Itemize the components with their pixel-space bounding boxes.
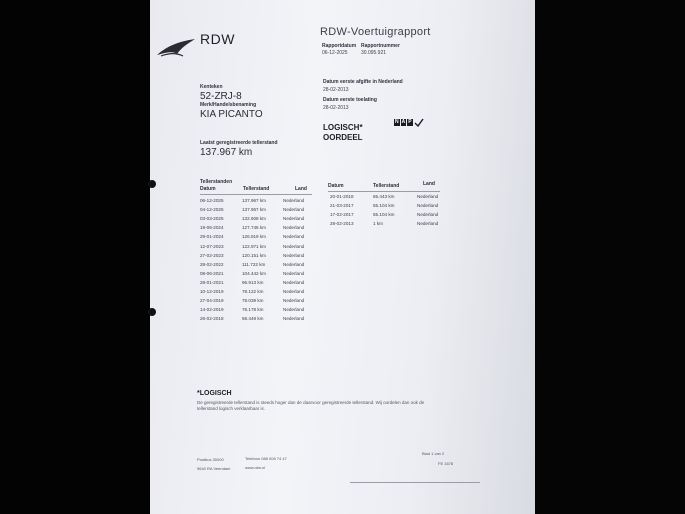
row-land: Nederland xyxy=(283,298,305,304)
footer-website: www.rdw.nl xyxy=(245,465,266,470)
row-datum: 26-02-2018 xyxy=(200,316,224,322)
rapportnummer-label: Rapportnummer xyxy=(361,43,400,49)
rapportdatum-value: 06-12-2025 xyxy=(322,50,348,56)
row-datum: 04-12-2025 xyxy=(200,207,224,213)
kenteken-label: Kenteken xyxy=(200,84,223,90)
row-land: Nederland xyxy=(417,212,439,217)
row-datum: 28-02-2013 xyxy=(330,221,354,226)
row-datum: 28-01-2021 xyxy=(200,279,224,285)
row-tellerstand: 104.442 km xyxy=(242,270,267,276)
verdict-line2: OORDEEL xyxy=(323,133,363,142)
row-tellerstand: 127.746 km xyxy=(242,225,267,231)
binder-hole-bottom xyxy=(148,308,156,316)
left-col-land: Land xyxy=(295,186,307,192)
binder-hole-top xyxy=(148,180,156,188)
footer-page: Blad 1 van 2 xyxy=(422,451,445,456)
row-land: Nederland xyxy=(417,221,439,226)
row-land: Nederland xyxy=(417,203,439,208)
verdict-line1: LOGISCH* xyxy=(323,123,363,132)
row-land: Nederland xyxy=(283,198,305,203)
row-land: Nederland xyxy=(283,225,305,231)
row-tellerstand: 137.967 km xyxy=(242,207,267,213)
tellerstand-label: Laatst geregistreerde tellerstand xyxy=(200,140,278,146)
footnote-title: *LOGISCH xyxy=(197,390,232,397)
row-land: Nederland xyxy=(283,243,305,249)
logo-text: RDW xyxy=(200,31,235,47)
row-land: Nederland xyxy=(283,261,305,267)
row-tellerstand: 55.104 km xyxy=(373,203,395,208)
rapportnummer-value: 30.095.921 xyxy=(361,50,387,56)
row-land: Nederland xyxy=(283,279,305,285)
row-tellerstand: 78.039 km xyxy=(242,298,264,304)
first-nl-label: Datum eerste afgifte in Nederland xyxy=(323,79,403,85)
row-land: Nederland xyxy=(283,252,305,258)
row-tellerstand: 137.967 km xyxy=(242,198,267,203)
table-section-title: Tellerstanden xyxy=(200,179,233,185)
background-right xyxy=(535,0,685,514)
row-tellerstand: 78.122 km xyxy=(242,289,264,294)
report-title: RDW-Voertuigrapport xyxy=(320,26,431,38)
row-tellerstand: 111.722 km xyxy=(242,261,266,267)
row-datum: 03-03-2025 xyxy=(200,216,224,222)
row-land: Nederland xyxy=(283,207,305,213)
row-datum: 19-06-2024 xyxy=(200,225,224,231)
kenteken-value: 52-ZRJ-8 xyxy=(200,91,242,102)
row-land: Nederland xyxy=(283,289,305,294)
row-datum: 12-07-2023 xyxy=(200,243,224,249)
footer-postbus: Postbus 30000 xyxy=(197,457,224,462)
row-datum: 17-02-2017 xyxy=(330,212,354,217)
row-datum: 06-12-2025 xyxy=(200,198,224,203)
right-col-datum: Datum xyxy=(328,183,344,189)
row-tellerstand: 1 km xyxy=(373,221,383,226)
nap-badge-n: N xyxy=(395,119,399,125)
first-admission-value: 28-02-2013 xyxy=(323,105,349,111)
row-tellerstand: 96.913 km xyxy=(242,279,264,285)
row-land: Nederland xyxy=(283,216,305,222)
rapportdatum-label: Rapportdatum xyxy=(322,43,357,49)
left-col-tellerstand: Tellerstand xyxy=(243,186,270,192)
footnote-text: De geregistreerde tellerstand is steeds hoger dan de daarvoor geregistreerde tellerstand. Wij oordelen dan ook de tellerstand logisch verklaarbaar is. xyxy=(197,400,425,411)
footer-decorative-line xyxy=(350,482,480,483)
row-land: Nederland xyxy=(283,307,305,313)
row-datum: 08-06-2021 xyxy=(200,270,224,276)
row-land: Nederland xyxy=(283,234,305,240)
row-tellerstand: 122.971 km xyxy=(242,243,267,249)
row-land: Nederland xyxy=(283,316,305,322)
row-datum: 10-12-2019 xyxy=(200,289,224,294)
footer-code: FE 1678 xyxy=(438,461,454,466)
row-datum: 28-02-2022 xyxy=(200,261,224,267)
row-datum: 14-02-2019 xyxy=(200,307,224,313)
row-tellerstand: 68.449 km xyxy=(242,316,264,322)
merk-value: KIA PICANTO xyxy=(200,109,263,120)
row-datum: 29-01-2024 xyxy=(200,234,224,240)
row-land: Nederland xyxy=(283,270,305,276)
left-col-datum: Datum xyxy=(200,186,216,192)
row-datum: 27-04-2019 xyxy=(200,298,224,304)
right-table-divider xyxy=(328,191,440,192)
row-tellerstand: 55.104 km xyxy=(373,212,395,217)
merk-label: Merk/Handelsbenaming xyxy=(200,102,257,108)
row-datum: 21-03-2017 xyxy=(330,203,354,208)
tellerstand-value: 137.967 km xyxy=(200,147,253,158)
footer-adres: 9640 RA Veendam xyxy=(197,466,231,471)
right-col-land: Land xyxy=(423,181,435,187)
footer-telefoon: Telefoon 088 008 74 47 xyxy=(245,456,287,461)
row-tellerstand: 126.919 km xyxy=(242,234,267,240)
nap-badge-p: P xyxy=(408,119,412,125)
row-tellerstand: 120.151 km xyxy=(242,252,267,258)
row-land: Nederland xyxy=(417,194,439,199)
left-table-divider xyxy=(200,194,312,195)
background-left xyxy=(0,0,150,514)
first-admission-label: Datum eerste toelating xyxy=(323,97,377,103)
checkmark-icon xyxy=(414,118,424,127)
row-tellerstand: 65.443 km xyxy=(373,194,395,199)
row-tellerstand: 132.608 km xyxy=(242,216,267,222)
rdw-logo-icon xyxy=(153,36,197,58)
row-datum: 27-02-2023 xyxy=(200,252,224,258)
report-page xyxy=(150,0,535,514)
right-col-tellerstand: Tellerstand xyxy=(373,183,400,189)
row-tellerstand: 76.178 km xyxy=(242,307,264,313)
nap-badge xyxy=(394,118,424,127)
nap-badge-a: A xyxy=(401,119,406,125)
first-nl-value: 28-02-2013 xyxy=(323,87,349,93)
row-datum: 20-01-2018 xyxy=(330,194,354,199)
